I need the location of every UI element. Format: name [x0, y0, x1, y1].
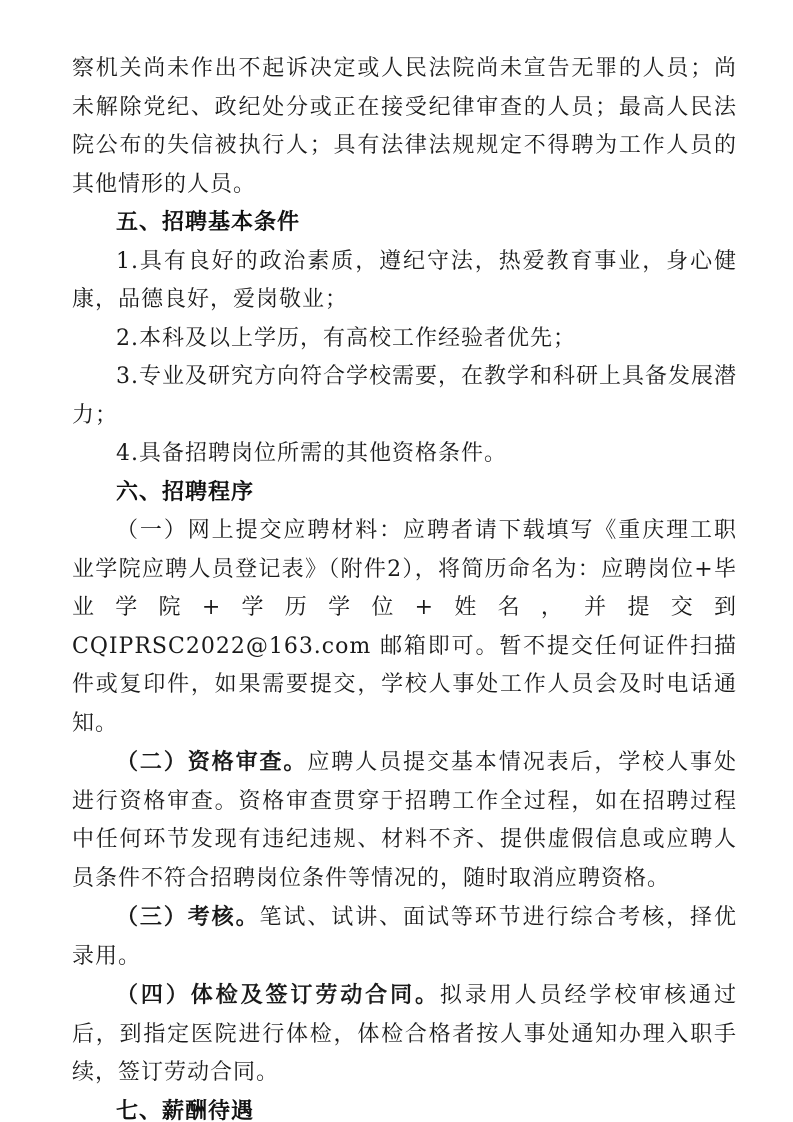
procedure-step-3-title: （三）考核。 [116, 904, 260, 930]
list-item-condition-4: 4.具备招聘岗位所需的其他资格条件。 [116, 441, 507, 466]
list-item-condition-2: 2.本科及以上学历，有高校工作经验者优先； [116, 325, 576, 351]
paragraph-procedure-step-3 [72, 898, 737, 976]
paragraph-procedure-step-2 [72, 743, 737, 898]
list-item-condition-1: 1.具有良好的政治素质，遵纪守法，热爱教育事业，身心健康，品德良好，爱岗敬业； [72, 248, 737, 312]
paragraph-disqualification-continued: 察机关尚未作出不起诉决定或人民法院尚未宣告无罪的人员；尚未解除党纪、政纪处分或正在接受纪律审查的人员；最高人民法院公布的失信被执行人；具有法律法规规定不得聘为工作人员的其他情形的人员。 [72, 56, 737, 197]
heading-section-six-procedure: 六、招聘程序 [116, 479, 255, 505]
paragraph-procedure-step-1 [72, 512, 737, 743]
procedure-step-4-title: （四）体检及签订劳动合同。 [116, 982, 440, 1008]
document-body [72, 50, 737, 1122]
procedure-step-4-text: 拟录用人员经学校审核通过后，到指定医院进行体检，体检合格者按人事处通知办理入职手续，签订劳动合同。 [72, 983, 737, 1085]
heading-section-seven-salary: 七、薪酬待遇 [116, 1098, 255, 1122]
heading-section-five-basic-conditions: 五、招聘基本条件 [116, 210, 301, 235]
list-item-condition-3: 3.专业及研究方向符合学校需要，在教学和科研上具备发展潜力； [72, 364, 737, 428]
procedure-step-2-title: （二）资格审查。 [116, 749, 308, 775]
procedure-step-2-text: 应聘人员提交基本情况表后，学校人事处进行资格审查。资格审查贯穿于招聘工作全过程，如在招聘过程中任何环节发现有违纪违规、材料不齐、提供虚假信息或应聘人员条件不符合招聘岗位条件等情况的，随时取消应聘资格。 [72, 750, 737, 891]
procedure-step-1-text: 应聘者请下载填写《重庆理工职业学院应聘人员登记表》（附件2），将简历命名为：应聘岗位+毕业学院+学历学位+姓名，并提交到 CQIPRSC2022@163.com 邮箱即可。暂不提交任何证件扫描件或复印件，如果需要提交，学校人事处工作人员会及时电话通知。 [72, 518, 737, 736]
procedure-step-3-text: 笔试、试讲、面试等环节进行综合考核，择优录用。 [72, 905, 737, 969]
paragraph-procedure-step-4 [72, 976, 737, 1093]
procedure-step-1-title: （一）网上提交应聘材料： [116, 518, 404, 543]
